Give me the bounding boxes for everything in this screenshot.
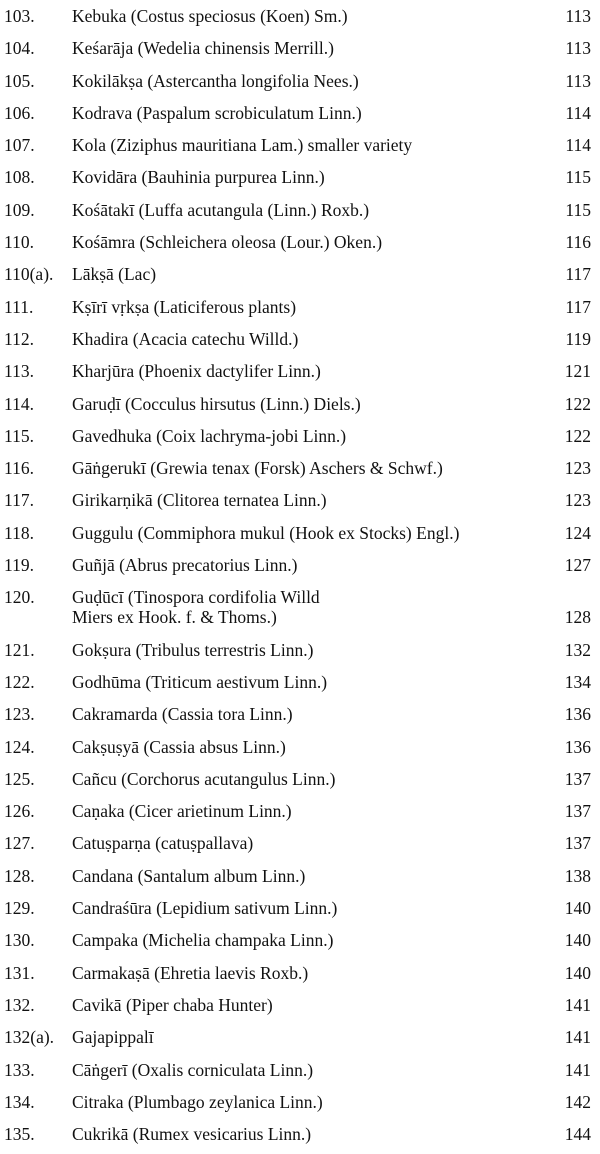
entry-number: 118. [4,522,34,543]
toc-entry [0,928,600,960]
entry-number: 103. [4,6,35,26]
entry-title: Cukrikā (Rumex vesicarius Linn.) [72,1124,312,1145]
entry-page-number: 123 [564,458,591,479]
entry-title: Carmakaṣā (Ehretia laevis Roxb.) [72,962,309,983]
toc-entry [0,702,600,734]
toc-entry [0,456,600,488]
entry-title: Lākṣā (Lac) [72,264,157,285]
toc-entry [0,1058,600,1090]
toc-entry [0,864,600,896]
entry-page-number: 137 [564,801,591,822]
entry-title: Candraśūra (Lepidium sativum Linn.) [72,898,338,919]
entry-title: Cāṅgerī (Oxalis corniculata Linn.) [72,1059,314,1080]
entry-page-number: 113 [565,6,591,26]
entry-number: 104. [4,38,35,59]
entry-page-number: 141 [564,994,591,1015]
entry-page-number: 140 [564,898,591,919]
entry-page-number: 144 [564,1124,591,1145]
entry-page-number: 123 [564,490,591,511]
toc-entry [0,1122,600,1154]
toc-entry [0,165,600,197]
entry-title: Kokilākṣa (Astercantha longifolia Nees.) [72,70,359,91]
entry-page-number: 113 [565,70,591,91]
entry-number: 115. [4,425,34,446]
toc-entry [0,327,600,359]
entry-number: 132(a). [4,1027,55,1048]
toc-entry [0,831,600,863]
entry-title: Gokṣura (Tribulus terrestris Linn.) [72,639,314,660]
entry-page-number: 142 [564,1091,591,1112]
toc-entry [0,735,600,767]
entry-page-number: 122 [564,425,591,446]
entry-page-number: 137 [564,833,591,854]
entry-page-number: 114 [565,102,591,123]
entry-number: 107. [4,135,35,156]
entry-title: Caṇaka (Cicer arietinum Linn.) [72,801,292,822]
toc-entry [0,359,600,391]
toc-entry [0,799,600,831]
entry-page-number: 128 [564,607,591,628]
entry-number: 129. [4,898,35,919]
entry-page-number: 136 [564,704,591,725]
entry-title: Godhūma (Triticum aestivum Linn.) [72,671,328,692]
entry-page-number: 140 [564,930,591,951]
entry-page-number: 132 [564,639,591,660]
toc-entry [0,69,600,101]
entry-number: 111. [4,296,34,317]
entry-number: 117. [4,490,34,511]
entry-number: 108. [4,167,35,188]
entry-number: 133. [4,1059,35,1080]
entry-page-number: 124 [564,522,591,543]
entry-number: 125. [4,768,35,789]
entry-title: Cakṣuṣyā (Cassia absus Linn.) [72,736,286,757]
entry-number: 106. [4,102,35,123]
entry-number: 135. [4,1124,35,1145]
entry-title: Catuṣparṇa (catuṣpallava) [72,833,254,854]
toc-entry [0,424,600,456]
entry-page-number: 117 [565,296,591,317]
toc-entry [0,230,600,262]
toc-entry [0,553,600,585]
toc-entry [0,1090,600,1122]
entry-number: 110(a). [4,264,54,285]
entry-page-number: 134 [564,671,591,692]
entry-number: 127. [4,833,35,854]
toc-entry [0,670,600,702]
entry-number: 128. [4,865,35,886]
entry-page-number: 138 [564,865,591,886]
entry-title: Kṣīrī vṛkṣa (Laticiferous plants) [72,296,297,317]
entry-page-number: 140 [564,962,591,983]
entry-number: 124. [4,736,35,757]
entry-number: 109. [4,199,35,220]
entry-number: 110. [4,232,34,253]
toc-entry [0,993,600,1025]
entry-title: Kharjūra (Phoenix dactylifer Linn.) [72,361,321,382]
entry-page-number: 137 [564,768,591,789]
entry-number: 119. [4,555,34,576]
entry-page-number: 115 [565,167,591,188]
entry-title: Guggulu (Commiphora mukul (Hook ex Stocks) Engl.) [72,522,460,543]
entry-title: Cakramarda (Cassia tora Linn.) [72,704,293,725]
entry-title: Gāṅgerukī (Grewia tenax (Forsk) Aschers & Schwf.) [72,458,443,479]
entry-title: Kebuka (Costus speciosus (Koen) Sm.) [72,6,348,26]
entry-number: 131. [4,962,35,983]
entry-page-number: 113 [565,38,591,59]
entry-title: Garuḍī (Cocculus hirsutus (Linn.) Diels.) [72,393,361,414]
entry-title: Keśarāja (Wedelia chinensis Merrill.) [72,38,334,59]
toc-entry [0,585,600,637]
entry-number: 132. [4,994,35,1015]
toc-entry [0,133,600,165]
entry-title: Campaka (Michelia champaka Linn.) [72,930,334,951]
entry-page-number: 114 [565,135,591,156]
entry-number: 105. [4,70,35,91]
entry-title: Gajapippalī [72,1027,154,1048]
toc-entry [0,767,600,799]
entry-number: 114. [4,393,34,414]
entry-title: Kośāmra (Schleichera oleosa (Lour.) Oken.) [72,232,383,253]
toc-entry [0,36,600,68]
toc-entry [0,295,600,327]
entry-number: 116. [4,458,34,479]
entry-number: 120. [4,587,35,608]
entry-page-number: 115 [565,199,591,220]
entry-number: 130. [4,930,35,951]
entry-number: 112. [4,328,34,349]
entry-page-number: 141 [564,1059,591,1080]
toc-entry [0,4,600,36]
entry-page-number: 127 [564,555,591,576]
toc-entry [0,896,600,928]
entry-number: 113. [4,361,34,382]
entry-page-number: 136 [564,736,591,757]
entry-page-number: 141 [564,1027,591,1048]
entry-title: Kośātakī (Luffa acutangula (Linn.) Roxb.) [72,199,370,220]
entry-page-number: 117 [565,264,591,285]
toc-entry [0,961,600,993]
entry-title: Cavikā (Piper chaba Hunter) [72,994,273,1015]
toc-entry [0,392,600,424]
toc-entry [0,521,600,553]
entry-page-number: 122 [564,393,591,414]
entry-number: 126. [4,801,35,822]
entry-title: Kovidāra (Bauhinia purpurea Linn.) [72,167,325,188]
entry-title: Khadira (Acacia catechu Willd.) [72,328,299,349]
entry-title: Girikarṇikā (Clitorea ternatea Linn.) [72,490,327,511]
entry-title: Guḍūcī (Tinospora cordifolia Willd [72,587,320,608]
entry-number: 134. [4,1091,35,1112]
entry-title: Kola (Ziziphus mauritiana Lam.) smaller variety [72,135,413,156]
entry-page-number: 119 [565,328,591,349]
toc-entry [0,638,600,670]
entry-number: 121. [4,639,35,660]
entry-title: Kodrava (Paspalum scrobiculatum Linn.) [72,102,362,123]
entry-number: 122. [4,671,35,692]
entry-number: 123. [4,704,35,725]
entry-title: Citraka (Plumbago zeylanica Linn.) [72,1091,323,1112]
entry-title: Cañcu (Corchorus acutangulus Linn.) [72,768,336,789]
entry-page-number: 116 [565,232,591,253]
entry-page-number: 121 [564,361,591,382]
toc-entry [0,1025,600,1057]
entry-title: Guñjā (Abrus precatorius Linn.) [72,555,298,576]
entry-title: Gavedhuka (Coix lachryma-jobi Linn.) [72,425,347,446]
toc-entry [0,488,600,520]
entry-title-continuation: Miers ex Hook. f. & Thoms.) [72,607,277,628]
toc-entry [0,262,600,294]
toc-entry [0,198,600,230]
toc-entry [0,101,600,133]
entry-title: Candana (Santalum album Linn.) [72,865,306,886]
